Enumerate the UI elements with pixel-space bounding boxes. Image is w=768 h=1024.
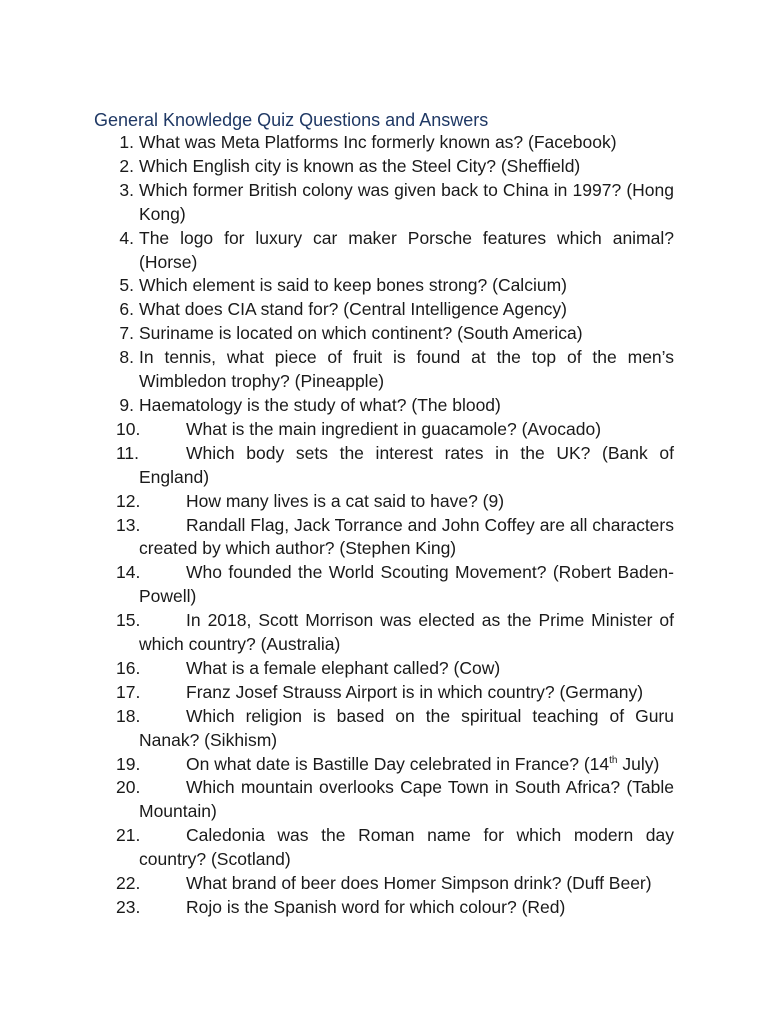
- quiz-item-15: [0, 609, 768, 657]
- quiz-item-11: [0, 442, 768, 490]
- question-text: Which former British colony was given back to China in 1997? (Hong Kong): [139, 179, 674, 224]
- question-text: Which religion is based on the spiritual teaching of Guru Nanak? (Sikhism): [139, 705, 674, 750]
- quiz-item-18: [0, 705, 768, 753]
- question-number: 9.: [119, 394, 134, 415]
- question-text-wrapper: [139, 657, 674, 681]
- quiz-item-8: [0, 346, 768, 394]
- quiz-item-16: [0, 657, 768, 681]
- quiz-item-9: [0, 394, 768, 418]
- question-text-wrapper: [139, 609, 674, 657]
- quiz-item-2: [0, 155, 768, 179]
- question-text: What is the main ingredient in guacamole? (Avocado): [186, 418, 602, 439]
- question-number: 2.: [119, 155, 134, 176]
- question-text: Rojo is the Spanish word for which colour? (Red): [186, 897, 566, 917]
- quiz-item-22: [0, 872, 768, 896]
- question-number: 14.: [116, 562, 141, 583]
- quiz-item-13: [0, 514, 768, 562]
- question-text: The logo for luxury car maker Porsche features which animal? (Horse): [139, 227, 674, 272]
- question-number: 17.: [116, 681, 141, 702]
- question-number: 4.: [119, 227, 134, 248]
- question-number: 10.: [116, 418, 141, 439]
- quiz-item-17: [0, 681, 768, 705]
- document-title: General Knowledge Quiz Questions and Answers: [94, 110, 489, 130]
- quiz-item-6: [0, 298, 768, 322]
- quiz-question-list: [0, 131, 768, 920]
- ordinal-suffix: th: [609, 754, 618, 766]
- question-number: 13.: [116, 514, 141, 535]
- question-text-wrapper: [139, 561, 674, 609]
- question-text: Which body sets the interest rates in the UK? (Bank of England): [139, 442, 674, 487]
- question-number: 11.: [116, 442, 140, 463]
- question-number: 19.: [116, 753, 141, 774]
- question-number: 5.: [119, 275, 134, 296]
- quiz-item-20: [0, 776, 768, 824]
- question-text: Caledonia was the Roman name for which modern day country? (Scotland): [139, 825, 674, 870]
- question-number: 16.: [116, 657, 141, 678]
- question-text-wrapper: [139, 824, 674, 872]
- question-text-wrapper: [139, 776, 674, 824]
- question-text: Randall Flag, Jack Torrance and John Coffey are all characters created by which author? (Stephen King): [139, 514, 674, 559]
- question-text: What is a female elephant called? (Cow): [186, 657, 501, 678]
- question-number: 21.: [116, 825, 141, 846]
- question-text-wrapper: [139, 872, 674, 896]
- question-number: 6.: [119, 299, 134, 320]
- question-text: In tennis, what piece of fruit is found at the top of the men’s Wimbledon trophy? (Pineapple): [139, 347, 674, 392]
- question-text: Which element is said to keep bones strong? (Calcium): [139, 275, 567, 296]
- quiz-item-10: [0, 418, 768, 442]
- question-text: Haematology is the study of what? (The blood): [139, 394, 501, 415]
- quiz-item-3: [0, 179, 768, 227]
- question-text-wrapper: [139, 705, 674, 753]
- quiz-item-7: [0, 322, 768, 346]
- question-text: Franz Josef Strauss Airport is in which country? (Germany): [186, 681, 644, 702]
- question-text-wrapper: [139, 490, 674, 514]
- question-number: 1.: [119, 132, 134, 152]
- question-text-wrapper: [139, 753, 674, 777]
- quiz-item-23: [0, 896, 768, 920]
- question-text: What brand of beer does Homer Simpson drink? (Duff Beer): [186, 873, 652, 894]
- question-number: 20.: [116, 777, 141, 798]
- quiz-item-19: [0, 753, 768, 777]
- question-number: 18.: [116, 705, 141, 726]
- question-text-wrapper: [139, 514, 674, 562]
- question-number: 8.: [119, 347, 134, 368]
- quiz-item-4: [0, 227, 768, 275]
- question-number: 15.: [116, 610, 141, 631]
- quiz-item-14: [0, 561, 768, 609]
- question-text-wrapper: [139, 442, 674, 490]
- question-text-wrapper: [139, 418, 674, 442]
- question-number: 22.: [116, 873, 141, 894]
- question-text-wrapper: [139, 681, 674, 705]
- quiz-item-12: [0, 490, 768, 514]
- question-number: 12.: [116, 490, 141, 511]
- question-text: What does CIA stand for? (Central Intelligence Agency): [139, 299, 568, 320]
- question-text-wrapper: [139, 896, 674, 920]
- question-text: Suriname is located on which continent? (South America): [139, 323, 583, 344]
- quiz-item-21: [0, 824, 768, 872]
- question-text-after: July): [617, 753, 660, 774]
- quiz-item-1: [0, 131, 768, 155]
- quiz-item-5: [0, 274, 768, 298]
- question-number: 7.: [119, 323, 134, 344]
- question-number: 3.: [119, 179, 134, 200]
- question-text: In 2018, Scott Morrison was elected as the Prime Minister of which country? (Australia): [139, 610, 674, 655]
- question-text: Who founded the World Scouting Movement? (Robert Baden-Powell): [139, 562, 674, 607]
- question-text: What was Meta Platforms Inc formerly known as? (Facebook): [139, 132, 617, 152]
- question-text: Which mountain overlooks Cape Town in South Africa? (Table Mountain): [139, 777, 674, 822]
- question-text-before: On what date is Bastille Day celebrated in France? (14: [186, 753, 610, 774]
- question-text: How many lives is a cat said to have? (9): [186, 490, 505, 511]
- question-number: 23.: [116, 897, 141, 917]
- question-text: Which English city is known as the Steel City? (Sheffield): [139, 155, 581, 176]
